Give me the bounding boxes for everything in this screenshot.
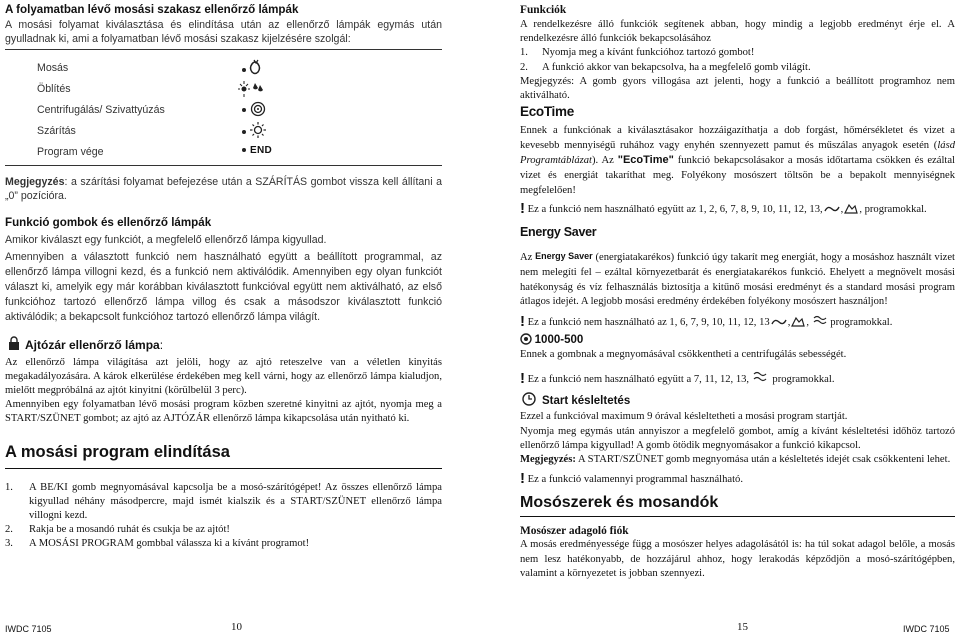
ecotime-text-c: funkció bekapcsolásakor a mosás időtartama csökken és ezáltal vizet és energiát takaríthat meg. Folyékony mosószert töltsön be a bepakolt mennyiségnek megfelelően! xyxy=(520,155,955,196)
detergents-rule xyxy=(520,516,955,517)
start-title-rule xyxy=(5,468,442,469)
dry-icon xyxy=(238,121,268,139)
phase-label: Mosás xyxy=(37,62,69,74)
wash-icon xyxy=(238,58,268,76)
handwash-icon xyxy=(790,316,806,328)
list-item xyxy=(5,537,442,551)
step-number: 1. xyxy=(5,481,13,493)
phase-lamps-intro: A mosási folyamat kiválasztása és elindítása után az ellenőrző lámpák egymás után gyulladnak ki, ami a folyamatban lévő mosási szakasz kijelzésére szolgál: xyxy=(5,19,442,45)
delay-note-text: A START/SZÜNET gomb megnyomása után a késleltetés idejét csak csökkenteni lehet. xyxy=(577,453,951,465)
delay-start-p2: Nyomja meg egymás után annyiszor a megfelelő gombot, amíg a kívánt késleltetési időhöz tartozó ellenőrző lámpa kigyullad! A gomb ötödik megnyomásakor a funkció kikapcsol. xyxy=(520,425,955,451)
door-lock-p2: Amennyiben egy folyamatban lévő mosási program közben szeretné kinyitni az ajtót, nyomja meg a START/SZÜNET gombot; az ajtó az AJTÓZÁR ellenőrző lámpa kikapcsolása után nyitható ki. xyxy=(5,399,442,425)
ecotime-logo: EcoTime xyxy=(520,104,574,120)
dispenser-p: A mosás eredményessége függ a mosószer helyes adagolásától is: ha túl sokat adagol belőle, a mosás nem lesz hatékonyabb, de hozzájárul ahhoz, hogy lerakodás képződjön a mosó-szárítógépben, valamint a környezetet is jobban szennyezi. xyxy=(520,539,955,580)
delay-start-note xyxy=(520,453,955,467)
door-lock-p1: Az ellenőrző lámpa világítása azt jelöli, hogy az ajtó reteszelve van a véletlen kinyitás megakadályozására. A károk elkerülése érdekében meg kell várni, hogy az ellenőrző lámpa kialudjon, mielőtt megpróbálná az ajtót kinyitni (körülbelül 3 perc). xyxy=(5,356,442,397)
spin-icon xyxy=(238,100,268,118)
drying-note xyxy=(5,175,442,203)
clock-icon xyxy=(522,392,536,406)
right-footer-model: IWDC 7105 xyxy=(903,624,950,634)
start-steps xyxy=(5,481,442,552)
spin-speed-icon xyxy=(520,333,532,345)
energy-warning-text: Ez a funkció nem használható az 1, 6, 7, 9, 10, 11, 12, 13 xyxy=(527,316,770,328)
step-number: 2. xyxy=(5,524,13,536)
step-text: A BE/KI gomb megnyomásával kapcsolja be a mosó-szárítógépet! Az összes ellenőrző lámpa kigyullad néhány másodpercre, majd ismét kialszik és a START/SZÜNET ellenőrző lámpa villogni kezd. xyxy=(29,481,442,522)
right-page xyxy=(520,0,955,582)
rpm-warning-end: programokkal. xyxy=(772,374,835,386)
left-footer-model: IWDC 7105 xyxy=(5,624,52,634)
energy-saver-text: (energiatakarékos) funkció úgy takarít meg energiát, hogy a mosáshoz használt vizet nem melegíti fel – ezáltal környezetbarát és energiatakarékos funkció. Ehelyett a megnövelt mosási hatékonyság és víz felhasználás biztosítja a kitűnő mosási eredményt és a standard mosási program átlagos idejét. A legjobb mosási eredmény érdekében folyékony mosószert használjon! xyxy=(520,252,955,308)
phase-row-spin xyxy=(5,102,442,118)
delay-warning-text: Ez a funkció valamennyi programmal használható. xyxy=(527,474,743,486)
left-page-number: 10 xyxy=(231,621,242,633)
program-table-ref: lásd Programtáblázat xyxy=(520,139,955,167)
warning-icon: ! xyxy=(520,200,525,218)
functions-steps xyxy=(520,46,955,74)
delay-start-title: Start késleltetés xyxy=(542,395,631,408)
note-text: : a szárítási folyamat befejezése után a SZÁRÍTÁS gombot vissza kell állítani a „0” pozícióra. xyxy=(5,176,442,203)
ecotime-warning: ! Ez a funkció nem használható együtt az 1, 2, 6, 7, 8, 9, 10, 11, 12, 13, , , programokkal. xyxy=(520,200,927,218)
rpm-logo-row xyxy=(520,333,955,348)
dispenser-title: Mosószer adagoló fiók xyxy=(520,525,629,538)
rpm-warning xyxy=(520,369,955,387)
rinse-icon xyxy=(238,79,268,97)
ecotime-p1 xyxy=(520,124,955,198)
warning-icon: ! xyxy=(520,470,525,488)
phase-row-rinse xyxy=(5,81,442,97)
phase-row-wash xyxy=(5,60,442,76)
ecotime-warning-text: Ez a funkció nem használható együtt az 1, 2, 6, 7, 8, 9, 10, 11, 12, 13, xyxy=(527,204,823,216)
functions-note: Megjegyzés: A gomb gyors villogása azt jelenti, hogy a funkció a beállított programhoz nem aktiválható. xyxy=(520,75,955,102)
list-item xyxy=(5,523,442,537)
door-lock-heading xyxy=(5,336,442,354)
door-title-text: Ajtózár ellenőrző lámpa xyxy=(25,337,160,352)
ecotime-logo-row xyxy=(520,105,955,122)
rpm-logo: 1000-500 xyxy=(534,333,584,346)
step-number: 1. xyxy=(520,47,528,59)
functions-p1: A rendelkezésre álló funkciók segítenek abban, hogy mindig a legjobb eredményt érje el. A rendelkezésre álló funkciók bekapcsolásához xyxy=(520,19,955,45)
phase-label: Szárítás xyxy=(37,125,76,137)
energy-saver-p xyxy=(520,249,955,309)
rinse-program-icon xyxy=(812,314,828,328)
function-buttons-p2: Amennyiben a választott funkció nem használható együtt a beállított programmal, az ellenőrző lámpa villogni kezd, és a funkció nem aktiválódik. Amennyiben egy olyan funkciót választ ki, amelyik egy már korábban kiválasztott funkcióval együtt nem aktiválható, az első funkcióhoz tartozó ellenőrző lámpa villog és csak a másodszor kiválasztott funkció aktiválódik; a bekapcsolt funkcióhoz tartozó ellenőrző lámpa világít. xyxy=(5,250,442,323)
step-text: A funkció akkor van bekapcsolva, ha a megfelelő gomb világít. xyxy=(542,61,811,73)
phase-lamps-title: A folyamatban lévő mosási szakasz ellenőrző lámpák xyxy=(5,3,299,16)
list-item xyxy=(520,61,955,75)
wool-icon xyxy=(823,203,841,215)
ecotime-warning-end: , programokkal. xyxy=(859,204,927,216)
list-item xyxy=(5,481,442,524)
functions-title: Funkciók xyxy=(520,4,567,16)
lock-icon xyxy=(8,336,20,350)
warning-icon: ! xyxy=(520,370,525,388)
list-item xyxy=(520,46,955,60)
phase-row-dry xyxy=(5,123,442,139)
step-text: A MOSÁSI PROGRAM gombbal válassza ki a kívánt programot! xyxy=(29,538,310,550)
delay-start-heading xyxy=(520,392,955,409)
energy-warning-end: programokkal. xyxy=(830,316,893,328)
delay-note-label: Megjegyzés: xyxy=(520,453,576,465)
detergents-title: Mosószerek és mosandók xyxy=(520,494,719,512)
delay-start-p1: Ezzel a funkcióval maximum 9 órával késleltetheti a mosási program startját. xyxy=(520,411,848,423)
step-text: Rakja be a mosandó ruhát és csukja be az ajtót! xyxy=(29,524,230,536)
ecotime-text-b: ). Az xyxy=(592,155,614,167)
left-page xyxy=(5,0,442,552)
delay-warning xyxy=(520,472,955,487)
phase-label: Öblítés xyxy=(37,83,71,95)
end-led-dot xyxy=(242,148,246,152)
energy-saver-logo: Energy Saver xyxy=(520,225,597,240)
phase-row-end xyxy=(5,144,442,160)
energy-saver-inline-logo: Energy Saver xyxy=(535,251,593,262)
warning-icon: ! xyxy=(520,312,525,330)
rpm-warning-text: Ez a funkció nem használható együtt a 7, 11, 12, 13, xyxy=(527,374,750,386)
energy-az: Az xyxy=(520,252,533,264)
function-buttons-title: Funkció gombok és ellenőrző lámpák xyxy=(5,216,212,230)
start-program-title: A mosási program elindítása xyxy=(5,442,230,461)
end-icon xyxy=(238,142,273,160)
handwash-icon xyxy=(843,203,859,215)
energy-warning: ! Ez a funkció nem használható az 1, 6, 7, 9, 10, 11, 12, 13 , , programokkal. xyxy=(520,312,893,330)
energy-saver-logo-row xyxy=(520,225,955,243)
phase-label: Centrifugálás/ Szivattyúzás xyxy=(37,104,165,116)
note-label: Megjegyzés xyxy=(5,176,65,188)
step-text: Nyomja meg a kívánt funkcióhoz tartozó gombot! xyxy=(542,47,755,59)
door-lock-title xyxy=(25,338,163,352)
rpm-p: Ennek a gombnak a megnyomásával csökkentheti a centrifugálás sebességét. xyxy=(520,348,847,360)
wool-icon xyxy=(770,316,788,328)
end-label: END xyxy=(250,145,273,156)
rinse-program-icon xyxy=(752,369,770,385)
ecotime-text-a: Ennek a funkciónak a kiválasztásakor hozzáigazíthatja a dob forgást, hőmérsékletet és vizet a kevesebb mennyiségű ruhához vagy enyhén szennyezett pamut és műszálas anyagok esetén ( xyxy=(520,125,955,151)
table-bottom-rule xyxy=(5,165,442,166)
ecotime-inline-logo: "EcoTime" xyxy=(617,154,674,167)
function-buttons-p1: Amikor kiválaszt egy funkciót, a megfelelő ellenőrző lámpa kigyullad. xyxy=(5,234,327,247)
step-number: 2. xyxy=(520,61,528,73)
right-page-number: 15 xyxy=(737,621,748,633)
phase-label: Program vége xyxy=(37,146,104,158)
phase-table xyxy=(5,50,442,165)
step-number: 3. xyxy=(5,538,13,550)
door-title-colon: : xyxy=(159,337,164,352)
